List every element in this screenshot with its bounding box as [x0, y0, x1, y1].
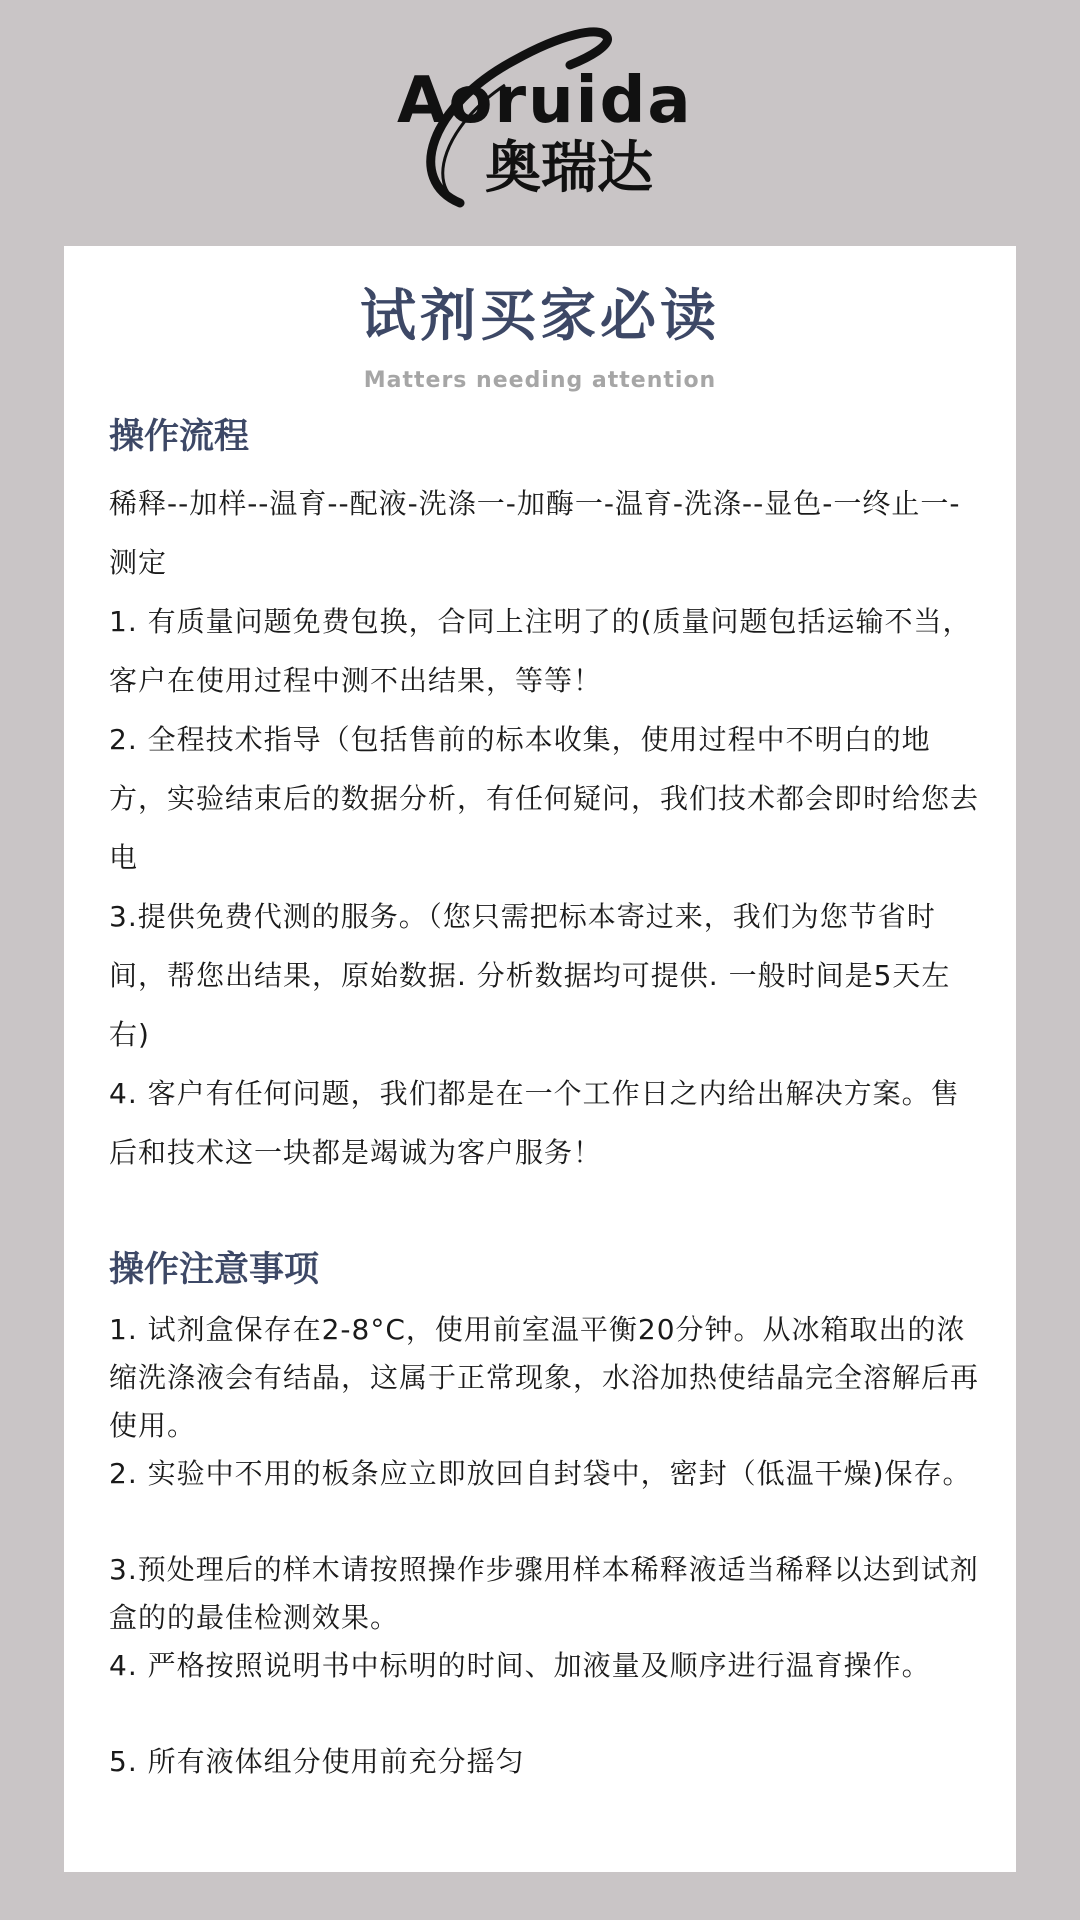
page-subtitle: Matters needing attention	[363, 368, 717, 393]
procedure-flow: 稀释--加样--温育--配液-洗涤一-加酶一-温育-洗涤--显色-一终止一-测定	[109, 487, 961, 579]
precaution-item-4: 4. 严格按照说明书中标明的时间、加液量及顺序进行温育操作。	[109, 1649, 931, 1682]
precaution-item-2: 2. 实验中不用的板条应立即放回自封袋中，密封（低温干燥)保存。	[109, 1457, 972, 1490]
procedure-item-4: 4. 客户有任何问题，我们都是在一个工作日之内给出解决方案。售后和技术这一块都是竭诚为客户服务！	[109, 1077, 960, 1169]
brand-name-zh: 奥瑞达	[485, 135, 653, 201]
section-heading-procedure: 操作流程	[109, 417, 250, 457]
page-title: 试剂买家必读	[360, 284, 720, 349]
procedure-item-2: 2. 全程技术指导（包括售前的标本收集，使用过程中不明白的地方，实验结束后的数据分析，有任何疑问，我们技术都会即时给您去电	[109, 723, 980, 874]
precaution-item-3: 3.预处理后的样木请按照操作步骤用样本稀释液适当稀释以达到试剂盒的的最佳检测效果。	[109, 1553, 979, 1634]
brand-logo	[385, 15, 695, 215]
brand-name-en: Aoruida	[397, 64, 693, 138]
section-heading-precautions: 操作注意事项	[109, 1250, 320, 1290]
notice-card	[64, 246, 1016, 1872]
precaution-item-1: 1. 试剂盒保存在2-8°C，使用前室温平衡20分钟。从冰箱取出的浓缩洗涤液会有结晶，这属于正常现象，水浴加热使结晶完全溶解后再使用。	[109, 1313, 980, 1442]
procedure-item-3: 3.提供免费代测的服务。（您只需把标本寄过来，我们为您节省时间，帮您出结果，原始数据. 分析数据均可提供. 一般时间是5天左右)	[109, 900, 951, 1051]
precaution-item-5: 5. 所有液体组分使用前充分摇匀	[109, 1745, 525, 1778]
procedure-item-1: 1. 有质量问题免费包换，合同上注明了的(质量问题包括运输不当，客户在使用过程中测不出结果，等等！	[109, 605, 972, 697]
